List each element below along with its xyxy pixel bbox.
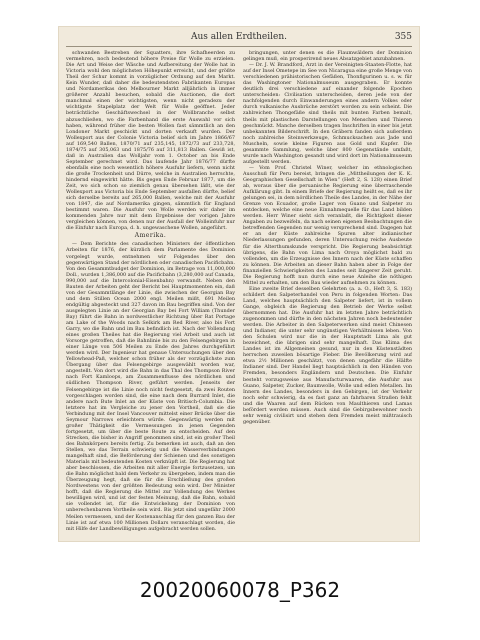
right-paragraph: bringungen, unter denen es die Flaumwäldern der Dominion gelingen muß, ein prosperirend neues Absatzgebiet anzubahnen.	[243, 50, 412, 63]
scanned-page	[58, 26, 420, 542]
left-section-paragraph: — Dem Berichte des canadischen Ministers der öffentlichen Arbeiten für 1876, der kürzlich dem Parlamente des Dominion vorgelegt wurde, entnehmen wir Folgendes über den gegenwärtigen Stand der nördlichen oder canadischen Pacificbahn. Von den Gesammtbudget der Dominion, im Betrage von 11,000,000 Doll., wurden 1,386,000 auf die Pacificbahn (3,280,000 auf Canada, 990,000 auf die Intercolonial-Eisenbahn) verwandt. Neben den Bauten der Arbeiten geht der Bericht bei Hauptmomenten ein, daß von der Gesammtlänge der Linie, die zwischen der Georgian Bay und dem Stillen Ocean 2000 engl. Meilen mißt, 691 Meilen endgültig abgesteckt und 327 davon im Bau begriffen sind. Von der ausgelegten Linie an der Georgian Bay bei Fort William (Thunder Bay) führt die Bahn in nordwestlicher Richtung über Rat Portage am Lake of the Woods nach Selkirk am Red River, also bis Fort Garry, wo die Bahn und im Bau befindlich ist. Nach der Vollendung eines großen Theiles hat die Regierung viel Arbeit und auch ist Vorsorge getroffen, daß die Bahnlinie bis zu den Felsengebirgen in einer Länge von 506 Meilen zu Ende des Jahres durchgeführt werden wird. Der Ingenieur hat genaue Untersuchungen über den Yellowhead-Paß, welcher schon früher als der vorzüglichste zum Übergang über das Felsengebirge ausgewählt worden war, angestellt. Von dort wird die Bahn in das Thal des Thompson River nach Fort Kamloops, am Zusammenflusse des nördlichen und südlichen Thompson River, geführt werden. Jenseits der Felsengebirge ist die Linie noch nicht festgesetzt, da zwei Routen vorgeschlagen worden sind, die eine nach dem Burrard Inlet, die andere nach Bute Inlet an der Küste von Britisch-Columbia. Die letztere hat im Vergleiche zu jener den Vortheil, daß sie die Verbindung mit der Insel Vancouver mittelst einer Brücke über die Seymour Narrows erleichtern würde. Gegenwärtig werden mit großer Thätigkeit die Vermessungen in jenen Gegenden fortgesetzt, um über die beste Route zu entscheiden. Auf den Strecken, die bisher in Angriff genommen sind, ist ein großer Theil des Bahnkörpers bereits fertig. Zu bemerken ist auch, daß an den Stellen, wo das Terrain schwierig und die Wasserverbindungen mangelhaft sind, die Beförderung der Schienen und des sonstigen Materials mit bedeutenden Kosten verknüpft ist. Die Regierung hat aber beschlossen, die Arbeiten mit aller Energie fortzusetzen, um die Bahn möglichst bald dem Verkehr zu übergeben, indem man die Überzeugung hegt, daß sie für die Erschließung des großen Nordwestens von der größten Bedeutung sein wird. Der Minister hofft, daß die Regierung die Mittel zur Vollendung des Werkes bewilligen wird, und ist der festen Meinung, daß die Bahn, sobald sie vollendet ist, für die Entwickelung der Dominion von unberechenbarem Vortheile sein wird. Bis jetzt sind ungefähr 2000 Meilen vermessen, und der Kostenanschlag für den ganzen Bau der Linie ist auf etwa 100 Millionen Dollars veranschlagt worden, die mit Hilfe der Landbewilligungen aufgebracht werden sollen.	[66, 241, 235, 532]
left-column	[66, 50, 235, 534]
section-heading-amerika: Amerika.	[134, 232, 167, 240]
page-header	[66, 32, 412, 46]
page-number: 355	[394, 32, 412, 42]
right-paragraph: Eine zweite Brief desselben Gelehrten (a. a. O., Heft 3, S. 183) schildert den Salpeterhandel von Peru in folgenden Worten: Das Land, welches hauptsächlich den Salpeter liefert, ist in vollem Gange, obgleich die Regierung den Betrieb der Werke selbst übernommen hat. Die Ausfuhr hat im letzten Jahre beträchtlich zugenommen und dürfte in den nächsten Jahren noch bedeutender werden. Die Arbeiter in den Salpeterwerken sind meist Chinesen und Indianer, die unter sehr ungünstigen Verhältnissen leben. Von den Schulen wird nur die in der Hauptstadt Lima als gut bezeichnet, die übrigen sind sehr mangelhaft. Das Klima des Landes ist im Allgemeinen gesund, nur in den Küstenstädten herrschen zuweilen bösartige Fieber. Die Bevölkerung wird auf etwa 2½ Millionen geschätzt, von denen ungefähr die Hälfte Indianer sind. Der Handel liegt hauptsächlich in den Händen von Fremden, besonders Engländern und Deutschen. Die Einfuhr besteht vorzugsweise aus Manufacturwaaren, die Ausfuhr aus Guano, Salpeter, Zucker, Baumwolle, Wolle und edlen Metallen. Im Innern des Landes, besonders in den Gebirgen, ist der Verkehr noch sehr schwierig, da es fast ganz an fahrbaren Straßen fehlt und die Waaren auf dem Rücken von Maulthieren und Lamas befördert werden müssen. Auch sind die Gebirgsbewohner noch sehr wenig civilisirt und stehen dem Fremden meist mißtrauisch gegenüber.	[243, 285, 412, 425]
image-caption: 20020060078_P362	[139, 578, 341, 602]
running-title: Aus allen Erdtheilen.	[191, 32, 287, 42]
left-paragraph: schwanden Bestreben der Squatters, ihre Schafheerden zu vermehren, noch bedeutend höhere Preise für Wolle zu erzielen. Die Art und Weise der Wäsche und Aufbereitung der Wolle hat in Victoria wohl den möglichsten Höhepunkt erreicht, und der größte Theil der Schur kommt in vorzüglicher Ordnung auf den Markt. Kein Wunder, daß daher die bedeutendsten Fabrikanten Europas und Nordamerikas den Melbourner Markt alljährlich in immer größerer Anzahl besuchen, sobald die Auctionen, die dort manchmal einen der wichtigsten, wenn nicht geradezu der wichtigste Stapelplatz der Welt für Wolle geöffnet. Jeder beträchtliche Geschäftswechsel in der Wollbranche selbst abzuschließen, wo die Farbenhand die erste Auswahl vor sich haben, während früher die besten Wollen fast sämmtlich an den Londoner Markt geschickt und dorten verkauft wurden. Der Wollexport aus der Colonie Victoria belief sich im Jahre 1866/67 auf 169,540 Ballen, 1870/71 auf 235,145, 1872/73 auf 233,728, 1874/75 auf 305,063 und 1875/76 auf 311,813 Ballen. Gewiß ist, daß in Australien das Wolljahr vom 1. October an bis Ende September gerechnet wird. Das laufende Jahr 1876/77 dürfte ebenfalls eine noch wesentlich höhere Ausfuhr liefern, wenn nicht die große Trockenheit und Dürre, welche in Australien herrschte, hindernd eingewirkt hätte. Bis gegen Ende Februar 1877, um die Zeit, wo sich schon so ziemlich genau übersehen läßt, wie der Wollexport aus Victoria bis Ende September ausfallen dürfte, belief sich derselbe bereits auf 265,000 Ballen, welche mit der Ausfuhr von 1847, die auf Nordamerika gingen, sämmtlich für England bestimmt waren. Die Ausfuhr von Wolle werden wir daher im kommenden Jahre nur mit dem Ergebnisse der vorigen Jahre vergleichen können, von denen nur der Ausfall der Wolleinfuhr nur die Einfuhr nach Europa, d. h. ungewaschene Wollen, angeführt.	[66, 50, 235, 232]
right-paragraph: — Vom Prof. Christel Winer, welcher im ethnologischen Ausschuß für Peru bereist, bringen die „Mittheilungen der K. K. Geographischen Gesellschaft in Wien“ (Heft 2, S. 128) einen Brief ab, woraus über die peruanische Regierung eine überraschende Aufklärung gibt. In einem Briefe der Regierung heißt es, daß es ihr gelungen sei, in dem nördlichen Theile des Landes, in der Nähe der Grenze von Ecuador, große Lager von Guano und Salpeter zu entdecken, welche eine neue Einnahmequelle für das Land bilden werden. Herr Winer sieht sich veranlaßt, die Richtigkeit dieser Angaben zu bezweifeln, da nach seinen eigenen Beobachtungen die betreffenden Gegenden nur wenig versprechend sind. Dagegen hat er an der Küste zahlreiche Spuren alter indianischer Niederlassungen gefunden, deren Untersuchung reiche Ausbeute für die Alterthumskunde verspricht. Die Regierung beabsichtigt übrigens, die Bahn von Lima nach Oroya möglichst bald zu vollenden, um die Erzeugnisse des Innern nach der Küste schaffen zu können. Die Arbeiten an dieser Bahn haben aber in Folge der finanziellen Schwierigkeiten des Landes seit längerer Zeit geruht. Die Regierung hofft nun durch eine neue Anleihe die nöthigen Mittel zu erhalten, um den Bau wieder aufnehmen zu können.	[243, 164, 412, 286]
right-paragraph: — Dr. J. W. Brandford, Arzt in der Vereinigten-Staaten-Flotte, hat auf der Insel Ometepe im See von Nicaragua eine große Menge von verschiedenen prähistorischen Gefäßen, Thonfigurinen u. s. w. für das Washingtoner Nationalmuseum ausgegraben. Er konnte deutlich drei verschiedene auf einander folgende Epochen unterscheiden: Civilisation unterscheiden, deren jede von der nachfolgenden durch Einwanderungen eines andern Volkes oder durch vulkanische Ausbrüche zerstört worden zu sein scheint. Die zahlreichen Thongefäße sind theils mit bunten Farben bemalt, theils mit plastischen Darstellungen von Menschen und Thieren geschmückt. Manche derselben tragen Inschriften in einer bis jetzt unbekannten Bilderschrift. In den Gräbern fanden sich außerdem noch zahlreiche Steinwerkzeuge, Schmucksachen aus Jade und Muscheln, sowie kleine Figuren aus Gold und Kupfer. Die gesammte Sammlung, welche über 800 Gegenstände umfaßt, wurde nach Washington gesandt und wird dort im Nationalmuseum aufgestellt werden.	[243, 62, 412, 165]
header-rule	[66, 46, 412, 47]
right-column	[243, 50, 412, 534]
